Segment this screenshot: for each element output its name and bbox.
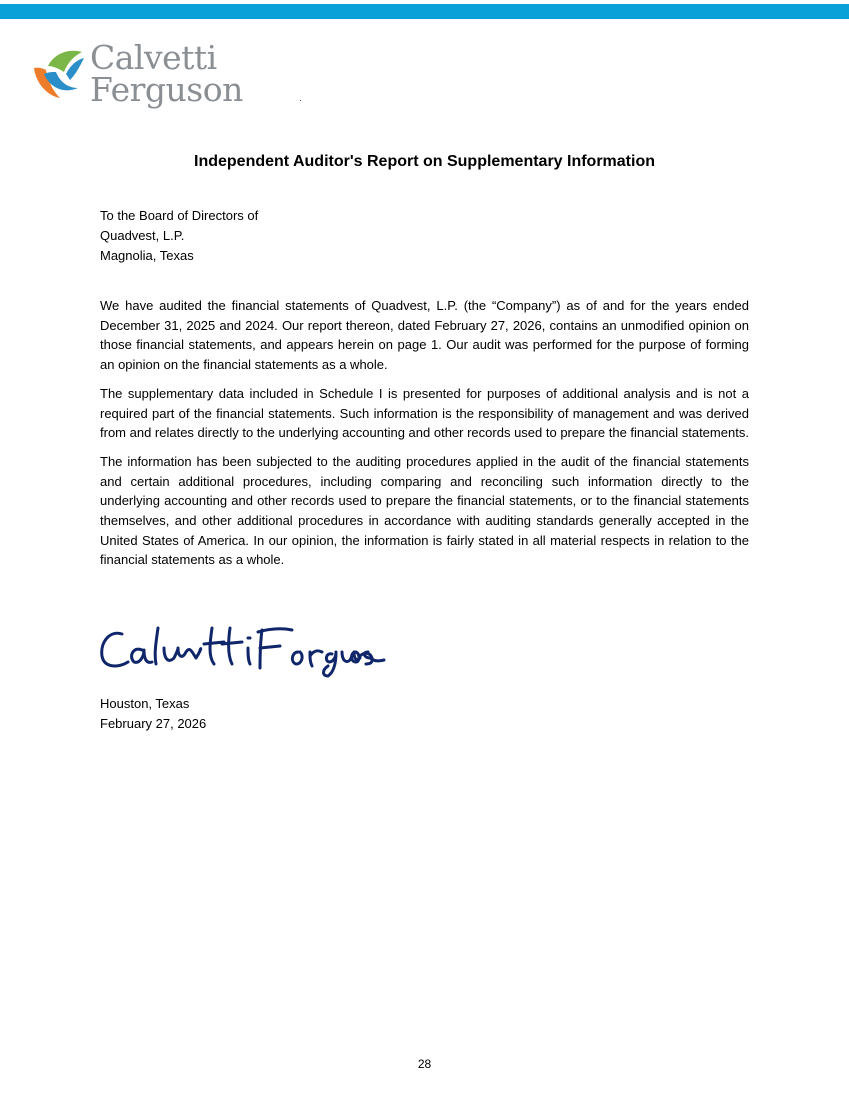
signature-image	[96, 622, 388, 678]
logo-text-calvetti: Calvetti	[90, 38, 217, 77]
addressee-company: Quadvest, L.P.	[100, 228, 185, 243]
paragraph-audit-scope: We have audited the financial statements of Quadvest, L.P. (the “Company”) as of and for the years ended December 31, 2025 and 2024. Our report thereon, dated February 27, 2026, contains an unmodified opinion on those financial statements, and appears herein on page 1. Our audit was performed for the purpose of forming an opinion on the financial statements as a whole.	[100, 298, 749, 373]
signing-date: February 27, 2026	[100, 716, 207, 731]
paragraph-supplementary-data: The supplementary data included in Schedule I is presented for purposes of additional analysis and is not a required part of the financial statements. Such information is the responsibility of management and was derived from and relates directly to the underlying accounting and other records used to prepare the financial statements.	[100, 385, 749, 441]
stray-mark	[300, 100, 301, 101]
report-title: Independent Auditor's Report on Supplementary Information	[194, 153, 655, 170]
paragraph-opinion: The information has been subjected to the auditing procedures applied in the audit of the financial statements and certain additional procedures, including comparing and reconciling such information directly to the underlying accounting and other records used to prepare the financial statements, or to the financial statements themselves, and other additional procedures in accordance with auditing standards generally accepted in the United States of America. In our opinion, the information is fairly stated in all material respects in relation to the financial statements as a whole.	[100, 453, 749, 568]
page-number: 28	[417, 1057, 432, 1071]
report-body	[100, 296, 749, 579]
logo-mark-icon	[30, 44, 86, 100]
signing-location-block	[100, 694, 206, 734]
addressee-city: Magnolia, Texas	[100, 248, 194, 263]
company-logo	[30, 38, 243, 116]
header-accent-bar	[0, 4, 849, 19]
addressee-block	[100, 206, 749, 266]
addressee-line: To the Board of Directors of	[100, 208, 259, 223]
signing-city: Houston, Texas	[100, 696, 190, 711]
logo-text-ferguson: Ferguson	[90, 70, 243, 109]
